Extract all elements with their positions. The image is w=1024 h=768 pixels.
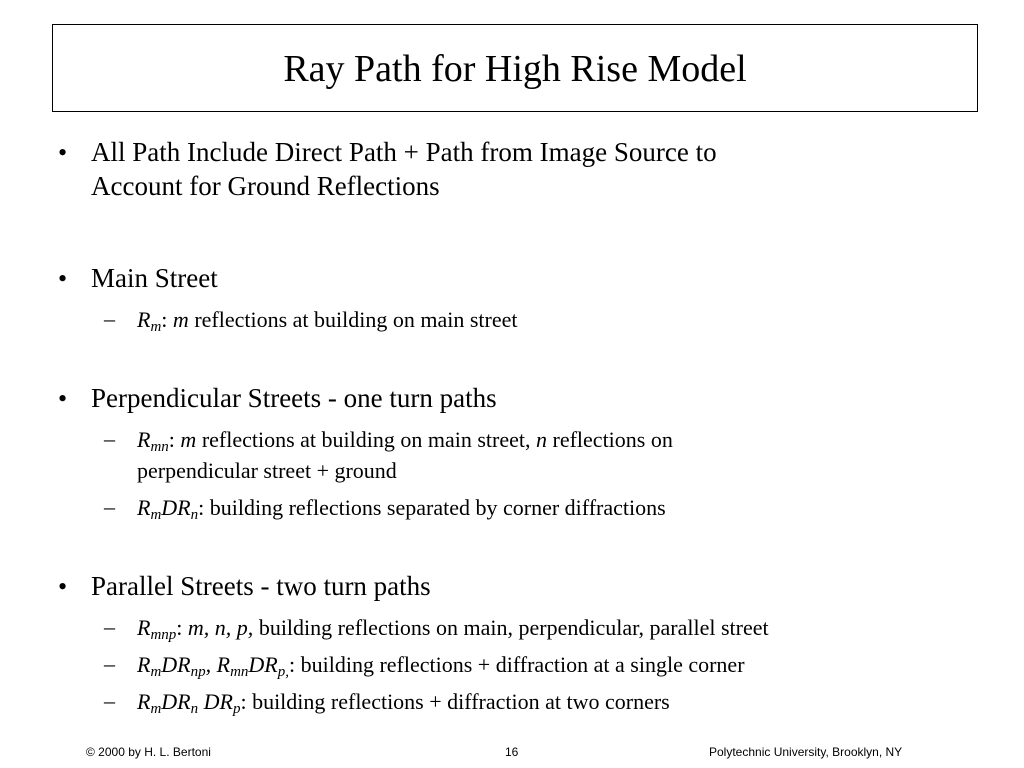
subscript: p, — [277, 664, 289, 680]
punct: : — [176, 615, 183, 640]
subscript: m — [150, 319, 162, 335]
sub-bullet-text: reflections at building on main street — [188, 307, 518, 332]
variable: n — [536, 427, 548, 452]
symbol-r: R — [137, 652, 151, 677]
sub-bullet-text: reflections on — [547, 427, 673, 452]
subscript: m — [150, 701, 162, 717]
bullet-marker: • — [58, 384, 68, 413]
sub-bullet-marker: – — [104, 306, 115, 331]
sub-bullet-marker: – — [104, 426, 115, 451]
sub-bullet-text: : building reflections + diffraction at two corners — [240, 689, 670, 714]
bullet-marker: • — [58, 572, 68, 601]
footer-page-number: 16 — [505, 745, 519, 759]
variables: m, n, p, — [187, 615, 254, 640]
sub-bullet-text: : building reflections separated by corner diffractions — [198, 495, 666, 520]
slide-title-box — [52, 24, 978, 112]
symbol-r: R — [137, 307, 151, 332]
bullet-main-street: Main Street — [91, 263, 218, 293]
subscript: np — [190, 664, 206, 680]
sub-bullet-marker: – — [104, 651, 115, 676]
sub-bullet-marker: – — [104, 494, 115, 519]
bullet-direct-path — [91, 135, 951, 203]
sub-bullet-rmn — [137, 424, 967, 486]
slide-title: Ray Path for High Rise Model — [283, 48, 747, 90]
sub-bullet-text: : building reflections + diffraction at a single corner — [289, 652, 745, 677]
symbol-r: R — [137, 427, 151, 452]
bullet-line: Account for Ground Reflections — [91, 171, 440, 201]
symbol-r: R — [137, 495, 151, 520]
symbol-r: R — [137, 615, 151, 640]
separator: , — [205, 652, 217, 677]
symbol-r: R — [137, 689, 151, 714]
subscript: m — [150, 664, 162, 680]
sub-bullet-marker: – — [104, 688, 115, 713]
bullet-parallel-streets: Parallel Streets - two turn paths — [91, 571, 431, 601]
sub-bullet-rmdrn — [137, 492, 967, 523]
bullet-marker: • — [58, 138, 68, 167]
sub-bullet-text: reflections at building on main street, — [196, 427, 537, 452]
symbol-dr: DR — [203, 689, 233, 714]
punct: : — [168, 427, 175, 452]
bullet-line: All Path Include Direct Path + Path from Image Source to — [91, 137, 717, 167]
symbol-dr: DR — [248, 652, 278, 677]
sub-bullet-line: perpendicular street + ground — [137, 458, 397, 483]
footer-copyright: © 2000 by H. L. Bertoni — [86, 745, 211, 759]
sub-bullet-marker: – — [104, 614, 115, 639]
variable: m — [172, 307, 189, 332]
subscript: mn — [150, 439, 169, 455]
symbol-dr: DR — [161, 495, 191, 520]
footer-institution: Polytechnic University, Brooklyn, NY — [709, 745, 903, 759]
subscript: m — [150, 507, 162, 523]
bullet-perpendicular-streets: Perpendicular Streets - one turn paths — [91, 383, 497, 413]
symbol-r: R — [216, 652, 231, 677]
subscript: n — [190, 507, 199, 523]
symbol-dr: DR — [161, 689, 191, 714]
subscript: p — [232, 701, 241, 717]
sub-bullet-rm — [137, 304, 967, 335]
punct: : — [161, 307, 168, 332]
bullet-marker: • — [58, 264, 68, 293]
subscript: mnp — [150, 627, 177, 643]
sub-bullet-two-corners — [137, 686, 967, 717]
sub-bullet-text: building reflections on main, perpendicular, parallel street — [253, 615, 769, 640]
variable: m — [180, 427, 197, 452]
subscript: n — [190, 701, 199, 717]
sub-bullet-single-corner — [137, 649, 967, 680]
sub-bullet-rmnp — [137, 612, 967, 643]
sub-bullet-line — [137, 424, 967, 455]
symbol-dr: DR — [161, 652, 191, 677]
subscript: mn — [230, 664, 249, 680]
